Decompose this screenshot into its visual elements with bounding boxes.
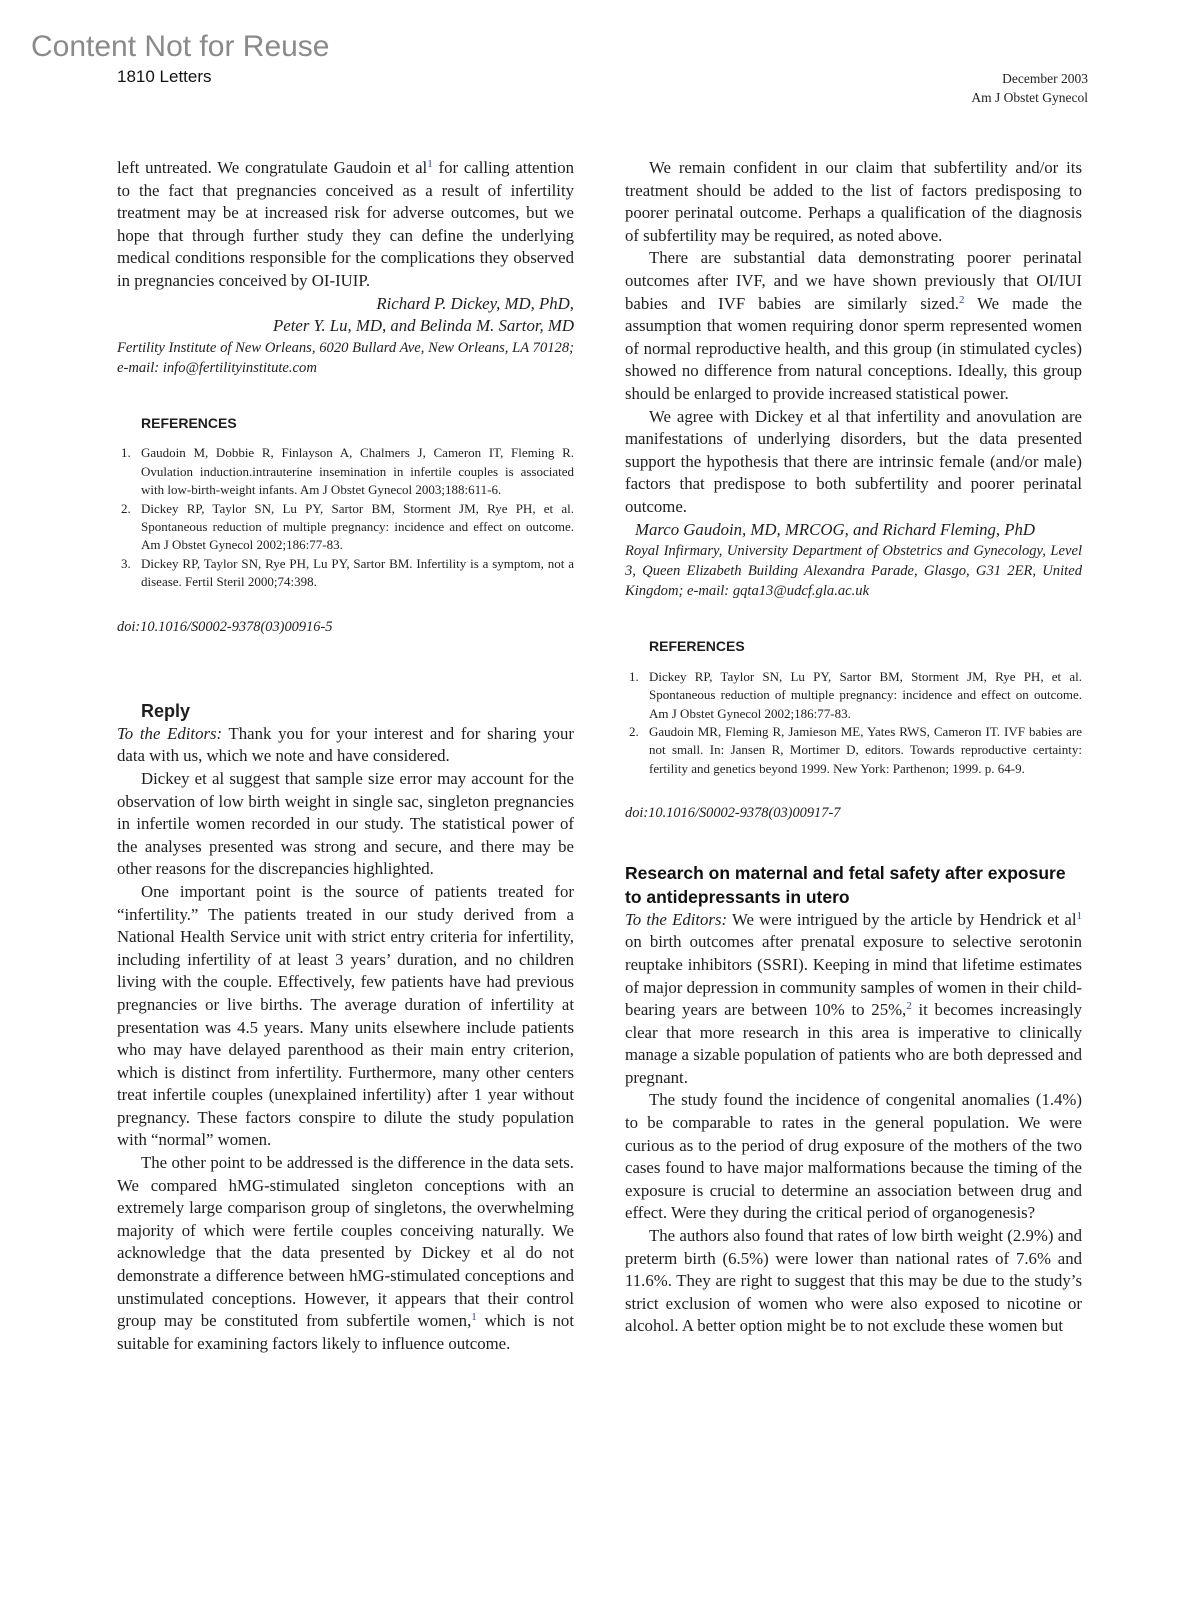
right-column bbox=[625, 157, 1082, 1338]
citation-link[interactable]: 1 bbox=[1076, 909, 1082, 922]
letter-paragraph: left untreated. We congratulate Gaudoin et $al^1$ for calling attention to the fact that pregnancies conceived as a result of infertility treatment may be at increased risk for adverse outcomes, but we hope that through further study they can define the underlying medical conditions responsible for the complications they observed in pregnancies conceived by OI-IUIP. bbox=[117, 158, 574, 290]
letter-paragraph: The authors also found that rates of low birth weight (2.9%) and preterm birth (6.5%) were lower than national rates of 7.6% and 11.6%. They are right to suggest that this may be due to the study’s strict exclusion of women who were also exposed to nicotine or alcohol. A better option might be to not exclude these women but bbox=[625, 1226, 1082, 1336]
reply-paragraph: There are substantial data demonstrating poorer perinatal outcomes after IVF, and we have shown previously that OI/IUI babies and IVF babies are similarly sized.$^2$ We made the assumption that women requiring donor sperm represented women of normal reproductive health, and this group (in stimulated cycles) showed no difference from natural conceptions. Ideally, this group should be enlarged to provide increased statistical power. bbox=[625, 248, 1082, 403]
reply-paragraph: We remain confident in our claim that subfertility and/or its treatment should be added to the list of factors predisposing to poorer perinatal outcome. Perhaps a qualification of the diagnosis of subfertility may be required, as noted above. bbox=[625, 158, 1082, 245]
running-head-journal: Am J Obstet Gynecol bbox=[971, 90, 1088, 105]
reply-paragraph: Dickey et al suggest that sample size error may account for the observation of low birth weight in single sac, singleton pregnancies in infertile women recorded in our study. The statistical power of the analyses presented was strong and secure, and there may be other reasons for the discrepancies highlighted. bbox=[117, 768, 574, 879]
author-signature: Peter Y. Lu, MD, and Belinda M. Sartor, MD bbox=[273, 316, 574, 336]
references-heading: REFERENCES bbox=[649, 638, 745, 655]
citation-link[interactable]: 1 bbox=[471, 1311, 477, 1324]
reply-paragraph: One important point is the source of patients treated for “infertility.” The patients treated in our study derived from a National Health Service unit with strict entry criteria for infertility, including infertility of at least 3 years’ duration, and no children living with the couple. Effectively, few patients have had previous pregnancies or live births. The average duration of infertility at presentation was 4.5 years. Many units elsewhere include patients who may have delayed parenthood as their main entry criterion, which is distinct from infertility. Furthermore, many other centers treat infertile couples (unexplained infertility) after 1 year without pregnancy. These factors conspire to dilute the study population with “normal” women. bbox=[117, 881, 574, 1150]
reply-heading: Reply bbox=[141, 701, 191, 722]
citation-link[interactable]: 1 bbox=[427, 158, 433, 170]
reply-paragraph: To the Editors: Thank you for your interest and for sharing your data with us, which we note and have considered. bbox=[117, 723, 574, 766]
reference-item: 1. Dickey RP, Taylor SN, Lu PY, Sartor BM, Storment JM, Rye PH, et al. Spontaneous reduction of multiple pregnancy: incidence and effect on outcome. Am J Obstet Gynecol 2002;186:77-83. bbox=[629, 668, 1082, 721]
author-affiliation: Fertility Institute of New Orleans, 6020 Bullard Ave, New Orleans, LA 70128; e-mail: info@fertilityinstitute.com bbox=[117, 339, 574, 376]
left-column bbox=[117, 157, 574, 1355]
running-head-date: December 2003 bbox=[1002, 71, 1088, 86]
author-signature: Marco Gaudoin, MD, MRCOG, and Richard Fleming, PhD bbox=[635, 519, 1036, 539]
page-folio: 1810 Letters bbox=[117, 67, 212, 86]
reference-list bbox=[625, 668, 1082, 778]
letter-paragraph: The study found the incidence of congenital anomalies (1.4%) to be comparable to rates in the general population. We were curious as to the period of drug exposure of the mothers of the two cases found to have major malformations because the timing of the exposure is crucial to determine an association between drug and effect. Were they during the critical period of organogenesis? bbox=[625, 1090, 1082, 1223]
author-affiliation: Royal Infirmary, University Department of Obstetrics and Gynecology, Level 3, Queen Elizabeth Building Alexandra Parade, Glasgo, G31 2ER, United Kingdom; e-mail: gqta13@udcf.gla.ac.uk bbox=[625, 543, 1082, 600]
reply-paragraph: We agree with Dickey et al that infertility and anovulation are manifestations of underlying disorders, but the data presented support the hypothesis that there are intrinsic female (and/or male) factors that predispose to both subfertility and poorer perinatal outcome. bbox=[625, 406, 1082, 516]
reference-item: 2. Dickey RP, Taylor SN, Lu PY, Sartor BM, Storment JM, Rye PH, et al. Spontaneous reduction of multiple pregnancy: incidence and effect on outcome. Am J Obstet Gynecol 2002;186:77-83. bbox=[121, 500, 574, 553]
reference-item: 2. Gaudoin MR, Fleming R, Jamieson ME, Yates RWS, Cameron IT. IVF babies are not small. In: Jansen R, Mortimer D, editors. Towards reproductive certainty: fertility and genetics beyond 1999. New York: Parthenon; 1999. p. 64-9. bbox=[629, 723, 1082, 776]
citation-link[interactable]: 2 bbox=[958, 293, 965, 306]
section-title: Research on maternal and fetal safety after exposure to antidepressants in utero bbox=[625, 862, 1066, 907]
reference-item: 1. Gaudoin M, Dobbie R, Finlayson A, Chalmers J, Cameron IT, Fleming R. Ovulation induction.intrauterine insemination in infertile couples is associated with low-birth-weight infants. Am J Obstet Gynecol 2003;188:611-6. bbox=[121, 445, 574, 498]
letter-paragraph: To the Editors: We were intrigued by the article by Hendrick et $al^1$ on birth outcomes after prenatal exposure to selective serotonin reuptake inhibitors (SSRI). Keeping in mind that lifetime estimates of major depression in community samples of women in their child-bearing years are between 10% to 25%,$^2$ it becomes increasingly clear that more research in this area is imperative to clinically manage a sizable population of patients who are both depressed and pregnant. bbox=[625, 909, 1082, 1087]
running-head bbox=[971, 69, 1088, 107]
reference-list bbox=[117, 444, 574, 591]
doi: doi:10.1016/S0002-9378(03)00916-5 bbox=[117, 618, 333, 635]
doi: doi:10.1016/S0002-9378(03)00917-7 bbox=[625, 805, 841, 822]
reply-paragraph: The other point to be addressed is the difference in the data sets. We compared hMG-stimulated singleton conceptions with an extremely large comparison group of singletons, the overwhelming majority of which were fertile couples conceiving naturally. We acknowledge that the data presented by Dickey et al do not demonstrate a difference between hMG-stimulated conceptions and unstimulated conceptions. However, it appears that their control group may be constituted from subfertile women,$^1$ which is not suitable for examining factors likely to influence outcome. bbox=[117, 1153, 574, 1353]
author-signature: Richard P. Dickey, MD, PhD, bbox=[376, 293, 574, 313]
watermark: Content Not for Reuse bbox=[31, 30, 330, 63]
reference-item: 3. Dickey RP, Taylor SN, Rye PH, Lu PY, Sartor BM. Infertility is a symptom, not a disease. Fertil Steril 2000;74:398. bbox=[121, 555, 574, 590]
references-heading: REFERENCES bbox=[141, 414, 237, 431]
citation-link[interactable]: 2 bbox=[906, 1000, 912, 1013]
